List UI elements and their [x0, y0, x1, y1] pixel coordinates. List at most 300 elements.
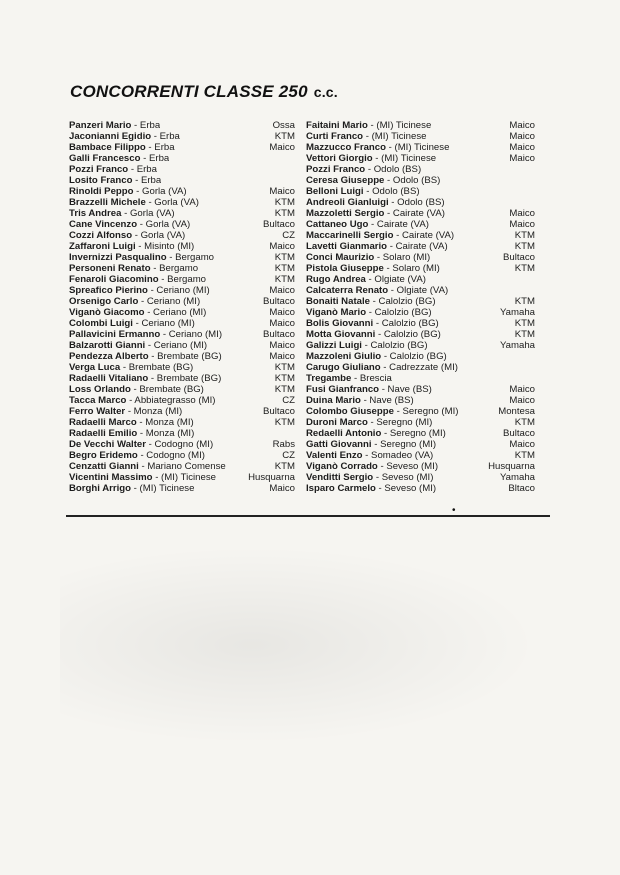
entrant-name: Valenti Enzo	[306, 450, 363, 461]
entrant-row	[306, 450, 535, 461]
entrant-row	[69, 263, 295, 274]
entrant-brand: KTM	[274, 417, 295, 428]
entrant-place: - Gorla (VA)	[145, 197, 199, 208]
entrant-row	[69, 417, 295, 428]
entrant-place: - Brembate (BG)	[148, 351, 222, 362]
entrant-rider	[306, 329, 441, 340]
entrant-place: - Calolzio (BG)	[381, 351, 447, 362]
entrant-rider	[69, 230, 185, 241]
entrant-rider	[69, 373, 221, 384]
entrant-rider	[306, 296, 436, 307]
entrant-row	[306, 274, 535, 285]
entrant-row	[306, 241, 535, 252]
entrant-name: Vettori Giorgio	[306, 153, 373, 164]
entrant-name: Calcaterra Renato	[306, 285, 389, 296]
entrant-rider	[69, 362, 193, 373]
entrant-place: - Somadeo (VA)	[362, 450, 434, 461]
entrant-name: Colombo Giuseppe	[306, 406, 394, 417]
entrant-place: - Ceriano (MI)	[132, 318, 195, 329]
entrant-rider	[306, 483, 436, 494]
entrant-name: Duroni Marco	[306, 417, 368, 428]
entrant-name: Radaelli Vitaliano	[69, 373, 149, 384]
entrant-name: Gatti Giovanni	[306, 439, 372, 450]
entrant-row	[69, 153, 295, 164]
entrant-name: Bolis Giovanni	[306, 318, 374, 329]
entrant-name: Tacca Marco	[69, 395, 127, 406]
entrant-name: Viganò Mario	[306, 307, 367, 318]
entrant-brand: Bultaco	[263, 219, 295, 230]
entrant-rider	[69, 461, 226, 472]
entrant-rider	[306, 230, 454, 241]
entrant-place: - (MI) Ticinese	[152, 472, 216, 483]
entrant-name: Motta Giovanni	[306, 329, 376, 340]
entrant-row	[306, 131, 535, 142]
entrant-name: Brazzelli Michele	[69, 197, 146, 208]
entrant-brand: KTM	[274, 362, 295, 373]
entrant-rider	[306, 175, 440, 186]
entrant-name: Tris Andrea	[69, 208, 122, 219]
entrant-name: Invernizzi Pasqualino	[69, 252, 167, 263]
entrant-row	[306, 197, 535, 208]
entrant-brand: Maico	[509, 131, 535, 142]
entrant-place: - Erba	[145, 142, 175, 153]
entrant-rider	[69, 142, 175, 153]
entrant-place: - Erba	[132, 175, 162, 186]
entrant-brand: Maico	[269, 318, 295, 329]
entrant-place: - Cairate (VA)	[387, 241, 448, 252]
entrant-brand: CZ	[282, 230, 295, 241]
entrant-brand: Maico	[269, 285, 295, 296]
entrant-name: Pendezza Alberto	[69, 351, 149, 362]
entrant-rider	[306, 384, 432, 395]
entrant-row	[306, 483, 535, 494]
entrant-name: Carugo Giuliano	[306, 362, 381, 373]
entrant-row	[69, 164, 295, 175]
entrant-rider	[69, 120, 160, 131]
entrant-row	[306, 395, 535, 406]
entrant-row	[69, 186, 295, 197]
entrant-brand: Maico	[509, 120, 535, 131]
entrant-place: - Misinto (MI)	[135, 241, 195, 252]
entrant-place: - Seregno (MI)	[371, 439, 437, 450]
entrant-rider	[306, 142, 449, 153]
entrant-rider	[306, 120, 431, 131]
entrant-brand: KTM	[514, 450, 535, 461]
entrant-brand: Husquarna	[488, 461, 535, 472]
entrant-place: - Odolo (BS)	[384, 175, 441, 186]
entrant-name: Cozzi Alfonso	[69, 230, 133, 241]
entrant-rider	[306, 219, 429, 230]
entrant-place: - Odolo (BS)	[388, 197, 445, 208]
entrant-row	[306, 373, 535, 384]
entrant-brand: Bltaco	[508, 483, 535, 494]
entrant-row	[69, 395, 295, 406]
entrant-name: Curti Franco	[306, 131, 364, 142]
page-title	[70, 82, 338, 102]
entrant-rider	[69, 186, 187, 197]
entrant-brand: Husquarna	[248, 472, 295, 483]
divider-rule	[66, 515, 550, 517]
entrant-brand: Maico	[269, 186, 295, 197]
entrant-brand: Ossa	[272, 120, 295, 131]
entrant-place: - Monza (MI)	[137, 428, 195, 439]
entrant-name: Ferro Walter	[69, 406, 126, 417]
entrant-rider	[69, 285, 210, 296]
entrant-brand: Maico	[269, 142, 295, 153]
entrant-brand: Maico	[509, 395, 535, 406]
entrant-name: Conci Maurizio	[306, 252, 375, 263]
entrant-brand: Maico	[269, 483, 295, 494]
entrant-place: - Seveso (MI)	[377, 461, 439, 472]
entrant-name: Redaelli Antonio	[306, 428, 382, 439]
entrant-row	[69, 285, 295, 296]
entrant-name: Pallavicini Ermanno	[69, 329, 161, 340]
entrant-place: - Odolo (BS)	[363, 186, 420, 197]
entrant-brand: Bultaco	[503, 252, 535, 263]
entrant-place: - Brembate (BG)	[148, 373, 222, 384]
entrant-rider	[69, 384, 204, 395]
entrant-row	[306, 439, 535, 450]
entrant-place: - Olgiate (VA)	[365, 274, 426, 285]
entrant-row	[69, 241, 295, 252]
entrant-name: Spreafico Pierino	[69, 285, 148, 296]
entrant-row	[69, 461, 295, 472]
entrant-rider	[306, 164, 421, 175]
entrant-name: Venditti Sergio	[306, 472, 374, 483]
entrant-rider	[306, 417, 432, 428]
entrant-name: Colombi Luigi	[69, 318, 133, 329]
entrant-name: Vicentini Massimo	[69, 472, 153, 483]
entrant-name: Radaelli Emilio	[69, 428, 138, 439]
entrant-name: Rinoldi Peppo	[69, 186, 134, 197]
entrant-name: Isparo Carmelo	[306, 483, 376, 494]
entrant-row	[306, 120, 535, 131]
entrant-place: - Olgiate (VA)	[388, 285, 449, 296]
entrant-place: - Ceriano (MI)	[144, 307, 207, 318]
entrant-rider	[69, 208, 175, 219]
entrant-rider	[69, 153, 169, 164]
entrant-row	[69, 219, 295, 230]
entrant-rider	[306, 472, 433, 483]
title-main: CONCORRENTI CLASSE 250	[70, 82, 308, 101]
entrant-rider	[69, 428, 194, 439]
entrant-place: - Erba	[140, 153, 170, 164]
entrant-name: Fenaroli Giacomino	[69, 274, 159, 285]
entrant-place: - (MI) Ticinese	[385, 142, 450, 153]
entrant-rider	[306, 285, 448, 296]
entrant-row	[69, 131, 295, 142]
entrant-name: Orsenigo Carlo	[69, 296, 139, 307]
entrant-rider	[306, 153, 436, 164]
entrant-place: - Brembate (BG)	[120, 362, 194, 373]
entrant-row	[306, 219, 535, 230]
entrant-brand: KTM	[514, 329, 535, 340]
entrant-place: - Nave (BS)	[379, 384, 432, 395]
entrant-place: - Gorla (VA)	[133, 186, 187, 197]
entrant-name: Mazzoletti Sergio	[306, 208, 385, 219]
entrant-rider	[306, 318, 439, 329]
faded-bleedthrough	[60, 545, 540, 745]
entrant-place: - Monza (MI)	[136, 417, 194, 428]
entrant-place: - Odolo (BS)	[365, 164, 422, 175]
entrant-name: Mazzoleni Giulio	[306, 351, 382, 362]
entrant-row	[69, 175, 295, 186]
entrant-brand: CZ	[282, 450, 295, 461]
entrant-place: - Cairate (VA)	[368, 219, 429, 230]
entrant-place: - Gorla (VA)	[121, 208, 175, 219]
entrant-brand: KTM	[274, 131, 295, 142]
entrant-row	[69, 472, 295, 483]
entrant-row	[69, 373, 295, 384]
entrant-place: - Codogno (MI)	[145, 439, 214, 450]
entrant-name: Cane Vincenzo	[69, 219, 138, 230]
entrant-row	[306, 208, 535, 219]
entrant-rider	[69, 351, 222, 362]
entrant-brand: KTM	[514, 263, 535, 274]
entrant-place: - Bergamo	[150, 263, 199, 274]
entrant-row	[306, 285, 535, 296]
entrant-name: Galizzi Luigi	[306, 340, 362, 351]
entrant-place: - Solaro (MI)	[383, 263, 440, 274]
entrant-row	[69, 340, 295, 351]
entrant-row	[69, 351, 295, 362]
entrant-name: Panzeri Mario	[69, 120, 132, 131]
entrant-rider	[306, 362, 458, 373]
entrant-rider	[69, 472, 216, 483]
entrant-row	[69, 329, 295, 340]
entrant-brand: Maico	[509, 153, 535, 164]
entrant-brand: Yamaha	[499, 340, 535, 351]
entrant-name: Personeni Renato	[69, 263, 151, 274]
entrant-place: - Monza (MI)	[125, 406, 183, 417]
entrant-brand: KTM	[514, 417, 535, 428]
entrant-row	[69, 483, 295, 494]
entrant-rider	[69, 450, 205, 461]
entrant-name: Viganò Giacomo	[69, 307, 145, 318]
entrant-place: - Cadrezzate (MI)	[380, 362, 458, 373]
entrant-place: - Seregno (MI)	[381, 428, 446, 439]
entrant-place: - Ceriano (MI)	[138, 296, 201, 307]
entrant-row	[69, 208, 295, 219]
entrant-rider	[306, 252, 430, 263]
entrant-name: Cattaneo Ugo	[306, 219, 369, 230]
entrant-place: - Calolzio (BG)	[361, 340, 428, 351]
entrant-place: - Cairate (VA)	[393, 230, 455, 241]
entrant-place: - Ceriano (MI)	[160, 329, 223, 340]
entrant-place: - Solaro (MI)	[374, 252, 431, 263]
entrant-name: Loss Orlando	[69, 384, 131, 395]
entrant-name: Verga Luca	[69, 362, 121, 373]
entrant-rider	[69, 164, 157, 175]
entrant-rider	[306, 340, 428, 351]
entrant-brand: Bultaco	[503, 428, 535, 439]
stray-mark: •	[452, 505, 456, 516]
left-column	[69, 120, 295, 494]
entrant-name: Pistola Giuseppe	[306, 263, 384, 274]
entrant-rider	[306, 263, 440, 274]
entrant-row	[306, 329, 535, 340]
entrant-name: Ceresa Giuseppe	[306, 175, 385, 186]
entrant-place: - Brembate (BG)	[130, 384, 204, 395]
entrant-name: Fusi Gianfranco	[306, 384, 380, 395]
entrant-row	[306, 164, 535, 175]
entrant-row	[69, 120, 295, 131]
entrant-row	[306, 296, 535, 307]
entrant-row	[69, 252, 295, 263]
entrant-brand: Bultaco	[263, 406, 295, 417]
entrant-row	[306, 142, 535, 153]
entrant-name: Galli Francesco	[69, 153, 141, 164]
entrant-brand: Maico	[269, 351, 295, 362]
entrant-row	[69, 296, 295, 307]
entrant-place: - Calolzio (BG)	[369, 296, 436, 307]
entrant-brand: KTM	[274, 197, 295, 208]
entrant-brand: Montesa	[498, 406, 535, 417]
entrant-rider	[69, 197, 199, 208]
entrant-row	[306, 384, 535, 395]
entrant-brand: KTM	[514, 230, 535, 241]
entrant-name: Faitaini Mario	[306, 120, 368, 131]
entrant-brand: Bultaco	[263, 329, 295, 340]
entrant-name: Viganò Corrado	[306, 461, 378, 472]
entrant-rider	[69, 406, 182, 417]
entrant-place: - Codogno (MI)	[137, 450, 205, 461]
entrant-place: - Brescia	[351, 373, 392, 384]
entrant-rider	[306, 373, 392, 384]
entrant-name: Borghi Arrigo	[69, 483, 131, 494]
entrant-brand: KTM	[274, 263, 295, 274]
entrant-row	[69, 362, 295, 373]
entrant-row	[69, 406, 295, 417]
entrant-rider	[69, 241, 194, 252]
entrant-rider	[306, 307, 432, 318]
entrant-brand: Maico	[509, 384, 535, 395]
entrant-row	[306, 340, 535, 351]
entrant-brand: Maico	[269, 340, 295, 351]
entrant-place: - Gorla (VA)	[137, 219, 191, 230]
entrant-row	[306, 428, 535, 439]
entrant-brand: Yamaha	[499, 307, 535, 318]
entrant-rider	[306, 461, 438, 472]
entrant-row	[69, 230, 295, 241]
entrant-brand: Maico	[509, 208, 535, 219]
entrant-row	[69, 384, 295, 395]
entrant-name: Andreoli Gianluigi	[306, 197, 389, 208]
entrant-row	[69, 450, 295, 461]
entrant-row	[306, 230, 535, 241]
entrant-place: - Seveso (MI)	[375, 483, 437, 494]
entrant-rider	[69, 329, 222, 340]
entrant-row	[306, 252, 535, 263]
entrant-place: - Calolzio (BG)	[375, 329, 441, 340]
entrant-brand: Maico	[269, 307, 295, 318]
entrant-name: Pozzi Franco	[306, 164, 366, 175]
entrant-brand: Maico	[509, 219, 535, 230]
entrant-place: - Nave (BS)	[360, 395, 414, 406]
entrant-name: Lavetti Gianmario	[306, 241, 388, 252]
entrant-place: - Bergamo	[166, 252, 215, 263]
entrant-rider	[306, 186, 420, 197]
entrant-rider	[69, 417, 194, 428]
entrant-name: Tregambe	[306, 373, 352, 384]
entrant-rider	[69, 296, 200, 307]
entrant-name: Balzarotti Gianni	[69, 340, 146, 351]
entrant-name: Cenzatti Gianni	[69, 461, 139, 472]
entrant-brand: KTM	[274, 208, 295, 219]
entrant-place: - Cairate (VA)	[384, 208, 445, 219]
entrant-row	[306, 417, 535, 428]
entrant-place: - Abbiategrasso (MI)	[126, 395, 216, 406]
entrant-rider	[306, 208, 445, 219]
entrant-rider	[306, 439, 436, 450]
entrant-place: - (MI) Ticinese	[372, 153, 437, 164]
entrant-rider	[306, 131, 426, 142]
entrant-name: De Vecchi Walter	[69, 439, 146, 450]
entrant-place: - Seregno (MI)	[367, 417, 433, 428]
entrant-rider	[69, 175, 161, 186]
entrant-name: Mazzucco Franco	[306, 142, 386, 153]
entrant-name: Radaelli Marco	[69, 417, 137, 428]
entrant-brand: Bultaco	[263, 296, 295, 307]
entrant-name: Jaconianni Egidio	[69, 131, 152, 142]
entrant-brand: KTM	[514, 241, 535, 252]
entrant-place: - Erba	[128, 164, 157, 175]
entrant-brand: KTM	[274, 384, 295, 395]
entrant-rider	[69, 252, 214, 263]
entrant-row	[306, 307, 535, 318]
entrant-rider	[69, 307, 206, 318]
entrant-place: - Seregno (MI)	[393, 406, 459, 417]
entrant-brand: KTM	[514, 296, 535, 307]
entrant-rider	[69, 439, 213, 450]
entrant-place: - Ceriano (MI)	[145, 340, 208, 351]
entrant-place: - Gorla (VA)	[132, 230, 186, 241]
entrant-brand: CZ	[282, 395, 295, 406]
entrant-place: - Erba	[151, 131, 180, 142]
entrant-name: Maccarinelli Sergio	[306, 230, 394, 241]
entrant-row	[306, 472, 535, 483]
entrant-row	[69, 197, 295, 208]
entrant-name: Begro Eridemo	[69, 450, 138, 461]
entrant-row	[69, 274, 295, 285]
entrant-brand: KTM	[274, 373, 295, 384]
entrant-name: Losito Franco	[69, 175, 133, 186]
entrant-row	[306, 362, 535, 373]
entrant-rider	[69, 318, 195, 329]
entrant-row	[306, 351, 535, 362]
entrant-rider	[306, 450, 433, 461]
entrant-brand: KTM	[514, 318, 535, 329]
entrant-place: - (MI) Ticinese	[363, 131, 427, 142]
entrant-brand: Maico	[509, 142, 535, 153]
entrant-brand: Maico	[269, 241, 295, 252]
entrant-rider	[306, 241, 448, 252]
entrant-name: Bonaiti Natale	[306, 296, 370, 307]
entrant-name: Zaffaroni Luigi	[69, 241, 136, 252]
entrant-name: Rugo Andrea	[306, 274, 366, 285]
entrant-rider	[69, 274, 206, 285]
entrant-rider	[69, 263, 198, 274]
entrant-name: Bambace Filippo	[69, 142, 146, 153]
entrant-place: - Mariano Comense	[138, 461, 226, 472]
entrant-brand: Yamaha	[499, 472, 535, 483]
entrant-rider	[69, 340, 207, 351]
title-unit: c.c.	[313, 84, 338, 100]
entrant-rider	[306, 406, 458, 417]
entrant-brand: Maico	[509, 439, 535, 450]
entrant-row	[69, 307, 295, 318]
right-column	[306, 120, 535, 494]
